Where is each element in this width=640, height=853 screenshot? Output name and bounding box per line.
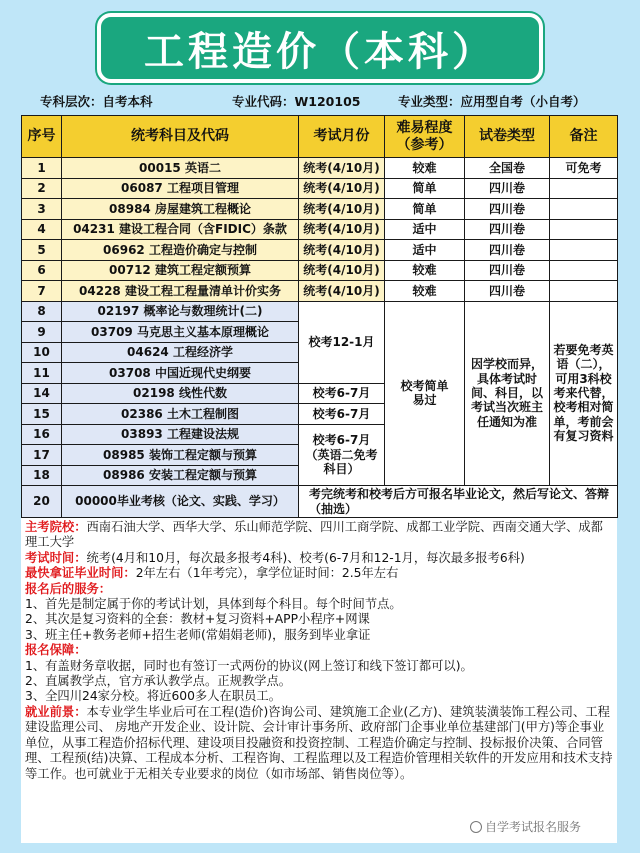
exam-time-paragraph: [25, 551, 613, 566]
row-note: [550, 219, 618, 240]
table-row: [22, 178, 618, 199]
row-difficulty: 简单: [385, 178, 465, 199]
row-note: [550, 178, 618, 199]
row-difficulty: 较难: [385, 158, 465, 179]
final-desc: 考完统考和校考后方可报名毕业论文，然后写论文、答辩（抽选）: [299, 486, 618, 518]
row-no: 16: [22, 424, 62, 445]
table-row: [22, 301, 618, 322]
row-subject: 02197 概率论与数理统计(二): [62, 301, 299, 322]
row-no: 7: [22, 281, 62, 302]
guarantee-item: 3、全四川24家分校。将近600多人在职员工。: [25, 689, 281, 704]
row-no: 14: [22, 383, 62, 404]
header-paper: 试卷类型: [465, 116, 550, 158]
page-title: 工程造价（本科）: [144, 28, 496, 75]
row-paper: 全国卷: [465, 158, 550, 179]
guarantee-label: 报名保障：: [25, 643, 87, 658]
row-no: 9: [22, 322, 62, 343]
final-no: 20: [22, 486, 62, 518]
row-no: 18: [22, 465, 62, 486]
career-label: 就业前景：: [25, 704, 87, 719]
service-item: 3、班主任+教务老师+招生老师(常娟娟老师)，服务到毕业拿证: [25, 627, 371, 642]
row-paper: 四川卷: [465, 219, 550, 240]
school-month-b: 校考6-7月: [299, 383, 385, 404]
row-difficulty: 较难: [385, 281, 465, 302]
row-no: 3: [22, 199, 62, 220]
school-paper: 因学校而异，具体考试时间、科目，以考试当次班主任通知为准: [465, 301, 550, 486]
meta-code: 专业代码：W120105: [232, 94, 361, 109]
service-label: 报名后的服务：: [25, 581, 112, 596]
row-no: 4: [22, 219, 62, 240]
row-no: 8: [22, 301, 62, 322]
row-month: 统考(4/10月): [299, 199, 385, 220]
row-subject: 04228 建设工程工程量清单计价实务: [62, 281, 299, 302]
table-header-row: [22, 116, 618, 158]
row-subject: 06962 工程造价确定与控制: [62, 240, 299, 261]
school-note: 若要免考英语（二），可用3科校考来代替，校考相对简单，考前会有复习资料: [550, 301, 618, 486]
row-note: [550, 260, 618, 281]
row-month: 统考(4/10月): [299, 219, 385, 240]
row-subject: 06087 工程项目管理: [62, 178, 299, 199]
schools-label: 主考院校：: [25, 520, 87, 534]
watermark-text: 自学考试报名服务: [485, 820, 582, 834]
exam-time-label: 考试时间：: [25, 550, 87, 565]
table-row: [22, 260, 618, 281]
wechat-icon: [470, 821, 482, 833]
guarantee-item: 1、有盖财务章收据，同时也有签订一式两份的协议(网上签订和线下签订都可以)。: [25, 658, 473, 673]
row-month: 统考(4/10月): [299, 260, 385, 281]
career-paragraph: [25, 705, 613, 782]
exam-time-text: 统考(4月和10月，每次最多报考4科)、校考(6-7月和12-1月，每次最多报考6科): [86, 550, 525, 565]
row-no: 15: [22, 404, 62, 425]
fastest-paragraph: [25, 566, 613, 581]
schools-text: 西南石油大学、西华大学、乐山师范学院、四川工商学院、成都工业学院、西南交通大学、成都理工大学: [25, 520, 603, 550]
fastest-text: 2年左右（1年考完），拿学位证时间：2.5年左右: [135, 566, 399, 581]
table-row: [22, 158, 618, 179]
row-paper: 四川卷: [465, 260, 550, 281]
school-month-c: 校考6-7月: [299, 404, 385, 425]
row-no: 11: [22, 363, 62, 384]
row-no: 5: [22, 240, 62, 261]
row-note: [550, 281, 618, 302]
header-month: 考试月份: [299, 116, 385, 158]
row-subject: 02198 线性代数: [62, 383, 299, 404]
row-subject: 03893 工程建设法规: [62, 424, 299, 445]
row-subject: 08985 装饰工程定额与预算: [62, 445, 299, 466]
header-no: 序号: [22, 116, 62, 158]
course-table: [21, 115, 618, 518]
final-subject: 00000毕业考核（论文、实践、学习）: [62, 486, 299, 518]
row-no: 6: [22, 260, 62, 281]
row-subject: 00015 英语二: [62, 158, 299, 179]
info-block: [21, 518, 617, 843]
service-item: 1、首先是制定属于你的考试计划，具体到每个科目。每个时间节点。: [25, 597, 402, 612]
row-note: [550, 240, 618, 261]
school-month-d: 校考6-7月（英语二免考科目）: [299, 424, 385, 486]
fastest-label: 最快拿证毕业时间：: [25, 566, 136, 581]
row-month: 统考(4/10月): [299, 178, 385, 199]
row-paper: 四川卷: [465, 178, 550, 199]
row-no: 1: [22, 158, 62, 179]
row-month: 统考(4/10月): [299, 158, 385, 179]
row-paper: 四川卷: [465, 281, 550, 302]
header-difficulty: 难易程度（参考）: [385, 116, 465, 158]
row-note: 可免考: [550, 158, 618, 179]
row-no: 2: [22, 178, 62, 199]
school-difficulty: 校考简单易过: [385, 301, 465, 486]
meta-level: 专科层次：自考本科: [40, 94, 153, 109]
row-no: 17: [22, 445, 62, 466]
title-banner: [97, 13, 543, 83]
row-subject: 04624 工程经济学: [62, 342, 299, 363]
table-row: [22, 240, 618, 261]
row-month: 统考(4/10月): [299, 281, 385, 302]
career-text: 本专业学生毕业后可在工程(造价)咨询公司、建筑施工企业(乙方)、建筑装潢装饰工程公司、工程建设监理公司、 房地产开发企业、设计院、会计审计事务所、政府部门企事业单位基建部门(甲方)等企事业单位，从事工程造价招标代理、建设项目投融资和投资控制、工程造价确定与控制、投标报价决策、合同管理、工程预(结)决算、工程成本分析、工程咨询、工程监理以及工程造价管理相关软件的开发应用和技术支持等工作。也可就业于无相关专业要求的岗位（如市场部、销售岗位等）。: [25, 704, 613, 781]
service-item: 2、其次是复习资料的全套：教材+复习资料+APP小程序+网课: [25, 612, 370, 627]
table-row: [22, 219, 618, 240]
row-difficulty: 较难: [385, 260, 465, 281]
watermark: [470, 818, 581, 835]
row-subject: 08984 房屋建筑工程概论: [62, 199, 299, 220]
row-paper: 四川卷: [465, 240, 550, 261]
school-month-a: 校考12-1月: [299, 301, 385, 383]
row-no: 10: [22, 342, 62, 363]
schools-paragraph: [25, 520, 613, 551]
row-subject: 08986 安装工程定额与预算: [62, 465, 299, 486]
row-month: 统考(4/10月): [299, 240, 385, 261]
row-note: [550, 199, 618, 220]
table-row-final: [22, 486, 618, 518]
row-subject: 03708 中国近现代史纲要: [62, 363, 299, 384]
table-row: [22, 199, 618, 220]
header-note: 备注: [550, 116, 618, 158]
row-subject: 03709 马克思主义基本原理概论: [62, 322, 299, 343]
row-paper: 四川卷: [465, 199, 550, 220]
header-subject: 统考科目及代码: [62, 116, 299, 158]
table-row: [22, 281, 618, 302]
row-difficulty: 简单: [385, 199, 465, 220]
row-subject: 02386 土木工程制图: [62, 404, 299, 425]
guarantee-item: 2、直属教学点，官方承认教学点。正规教学点。: [25, 674, 292, 689]
meta-type: 专业类型：应用型自考（小自考）: [398, 94, 586, 109]
row-subject: 00712 建筑工程定额预算: [62, 260, 299, 281]
row-subject: 04231 建设工程合同（含FIDIC）条款: [62, 219, 299, 240]
row-difficulty: 适中: [385, 240, 465, 261]
row-difficulty: 适中: [385, 219, 465, 240]
meta-row: [0, 92, 640, 110]
